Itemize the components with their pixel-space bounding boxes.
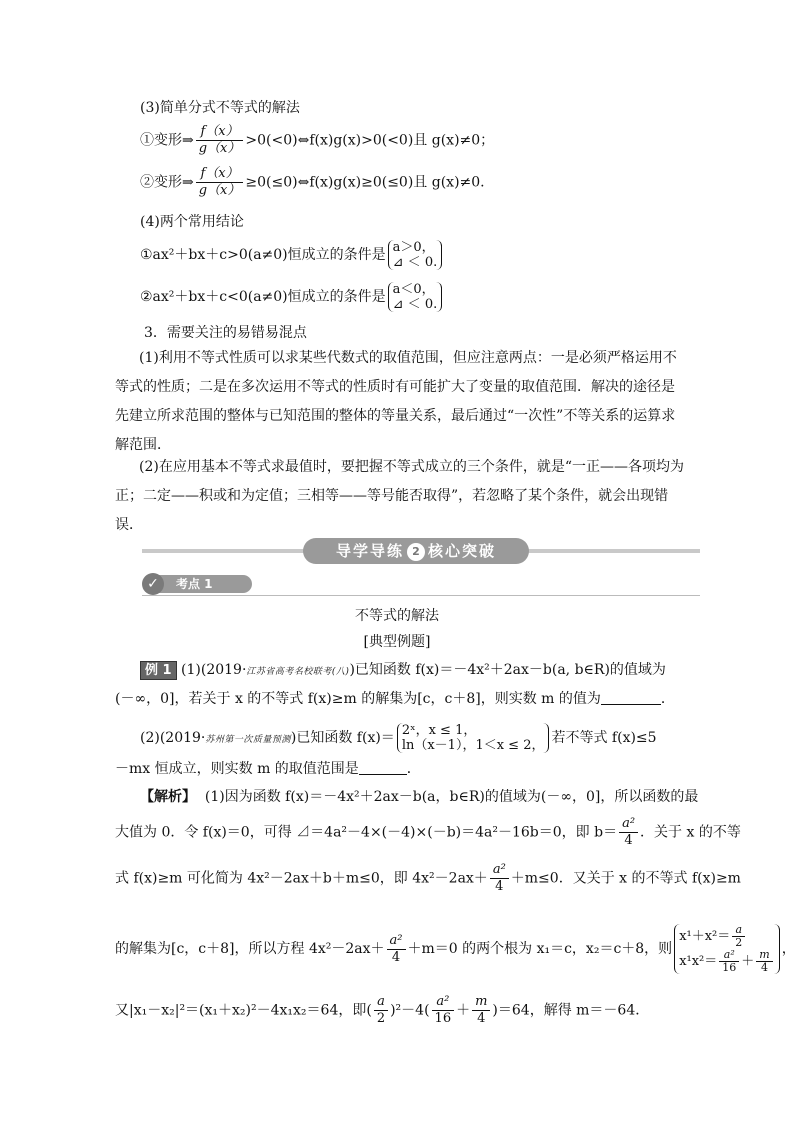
topic-title: 不等式的解法 (355, 608, 439, 624)
example-p2-text: )已知函数 f(x)＝ (290, 730, 395, 746)
solution-text-4b: ＋m＝0 的两个根为 x₁＝c，x₂＝c＋8，则 (407, 941, 673, 957)
solution-line-3 (115, 862, 741, 895)
example-p2-question: －mx 恒成立，则实数 m 的取值范围是 (115, 761, 359, 777)
rule-2-numerator: f（x） (196, 166, 244, 183)
m-4-den: 4 (477, 1011, 486, 1026)
example-1-part-2-line-2 (115, 759, 421, 779)
solution-text-3a: 式 f(x)≥m 可化简为 4x²－2ax＋b＋m≤0，即 4x²－2ax＋ (115, 870, 488, 887)
b-fraction-den: 4 (624, 833, 633, 848)
fraction-rule-2 (140, 166, 485, 199)
rule-1-prefix: ①变形⇒ (140, 132, 194, 149)
banner-badge: 2 (407, 543, 425, 561)
check-icon: ✓ (142, 573, 164, 595)
solution-text-2a: 大值为 0．令 f(x)＝0，可得 ⊿＝4a²－4×(－4)×(－b)＝4a²－16b＝0，即 b＝ (115, 824, 618, 841)
vieta-product-fraction-a (719, 949, 739, 974)
quad-fraction-1-num: a² (490, 862, 509, 879)
vieta-product (679, 949, 775, 974)
example-p2-end: ． (406, 761, 421, 777)
kaodian-divider (142, 595, 700, 596)
piecewise-case-2: ln（x－1），1＜x ≤ 2， (401, 738, 545, 753)
kaodian-label: 考点 1 (152, 575, 252, 593)
vieta-product-plus: ＋ (741, 954, 755, 969)
half-a-fraction (374, 994, 388, 1027)
solution-text-4-end: ， (781, 941, 796, 957)
vieta-product-den-m: 4 (761, 961, 769, 974)
vieta-product-num-a: a² (719, 949, 739, 962)
conclusion-2-system (388, 282, 443, 312)
solution-text-4a: 的解集为[c，c＋8]，所以方程 4x²－2ax＋ (115, 941, 385, 957)
solution-text-2b: ．关于 x 的不等 (640, 824, 741, 841)
rule-2-prefix: ②变形⇒ (140, 174, 194, 191)
vieta-sum-text: x¹＋x²＝ (679, 929, 731, 944)
section-3-heading: (3)简单分式不等式的解法 (140, 100, 300, 116)
rule-1-suffix: >0(<0)⇔f(x)g(x)>0(<0)且 g(x)≠0； (245, 132, 495, 149)
example-p1-text: )已知函数 f(x)＝－4x²＋2ax－b(a, b∈R)的值域为 (349, 662, 666, 678)
solution-text-5a: 又|x₁－x₂|²＝(x₁＋x₂)²－4x₁x₂＝64，即( (115, 1002, 372, 1019)
vieta-sum-fraction (732, 924, 745, 949)
vieta-product-den-a: 16 (722, 961, 737, 974)
quad-fraction-2-num: a² (387, 933, 406, 950)
vieta-sum-den: 2 (735, 936, 743, 949)
example-p2-source: 苏州第一次质量预测 (205, 735, 291, 745)
conclusion-2-text: ②ax²＋bx＋c<0(a≠0)恒成立的条件是 (140, 289, 386, 305)
a2-16-fraction (432, 994, 455, 1027)
half-a-den: 2 (376, 1011, 386, 1026)
example-1-part-1-line-1 (140, 660, 666, 682)
vieta-sum (679, 924, 775, 949)
example-p1-question: (－∞，0]，若关于 x 的不等式 f(x)≥m 的解集为[c，c＋8]，则实数 m 的值为 (115, 691, 601, 707)
example-1-part-2-line-1 (140, 723, 657, 753)
kaodian-tag (142, 573, 252, 595)
quad-fraction-2-den: 4 (391, 949, 401, 965)
solution-line-5 (115, 994, 649, 1027)
conclusion-1 (140, 240, 444, 270)
conclusion-1-system (388, 240, 443, 270)
rule-2-fraction (196, 166, 244, 199)
conclusion-2-cond-b: ⊿ ＜ 0. (392, 297, 438, 312)
quad-fraction-1 (490, 862, 509, 895)
banner-right-text: 核心突破 (428, 542, 497, 560)
vieta-sum-num: a (732, 924, 745, 937)
piecewise-case-1: 2ˣ，x ≤ 1， (401, 723, 477, 738)
vieta-product-fraction-m (756, 949, 772, 974)
solution-line-1 (140, 787, 698, 807)
rule-1-numerator: f（x） (196, 124, 244, 141)
vieta-product-num-m: m (756, 949, 772, 962)
quad-fraction-1-den: 4 (495, 879, 504, 894)
answer-blank-1[interactable] (601, 690, 661, 705)
rule-2-denominator: g（x） (198, 183, 241, 198)
conclusion-1-text: ①ax²＋bx＋c>0(a≠0)恒成立的条件是 (140, 247, 386, 263)
mistakes-heading: 3．需要关注的易错易混点 (144, 325, 307, 341)
b-fraction-num: a² (619, 816, 638, 833)
conclusion-1-cond-a: a＞0， (392, 240, 435, 255)
solution-line-2 (115, 816, 741, 849)
example-p2-year: (2)(2019· (140, 730, 206, 746)
conclusion-1-cond-b: ⊿ ＜ 0. (392, 255, 438, 270)
example-p1-end: ． (660, 691, 675, 707)
solution-text-1: (1)因为函数 f(x)＝－4x²＋2ax－b(a，b∈R)的值域为(－∞，0]，所以函数的最 (204, 789, 699, 805)
mistakes-paragraph-1: (1)利用不等式性质可以求某些代数式的取值范围，但应注意两点：一是必须严格运用不等式的性质；二是在多次运用不等式的性质时有可能扩大了变量的取值范围．解决的途径是先建立所求范围的整体与已知范围的整体的等量关系，最后通过“一次性”不等关系的运算求解范围． (115, 350, 677, 453)
solution-label: 【解析】 (140, 789, 196, 805)
example-1-part-1-line-2 (115, 689, 675, 709)
topic-subtitle: [典型例题] (363, 634, 431, 650)
section-banner (303, 538, 529, 564)
b-fraction (619, 816, 638, 849)
section-4-heading: (4)两个常用结论 (140, 214, 244, 230)
banner-rule-left (142, 549, 306, 553)
banner-left-text: 导学导练 (335, 542, 404, 560)
solution-text-3b: ＋m≤0．又关于 x 的不等式 f(x)≥m (510, 870, 741, 887)
example-p1-year: (1)(2019· (181, 662, 247, 678)
m-4-num: m (472, 994, 490, 1011)
vieta-system (674, 924, 780, 974)
conclusion-2 (140, 282, 444, 312)
rule-1-fraction (196, 124, 244, 157)
quad-fraction-2 (387, 933, 406, 966)
a2-16-num: a² (432, 994, 455, 1011)
example-p1-source: 江苏省高考名校联考(八) (246, 667, 350, 677)
m-4-fraction (472, 994, 490, 1027)
rule-2-suffix: ≥0(≤0)⇔f(x)g(x)≥0(≤0)且 g(x)≠0. (245, 174, 485, 191)
banner-rule-right (526, 549, 700, 553)
mistakes-paragraph-2: (2)在应用基本不等式求最值时，要把握不等式成立的三个条件，就是“一正——各项均为正；二定——积或和为定值；三相等——等号能否取得”，若忽略了某个条件，就会出现错误． (115, 459, 684, 533)
vieta-product-text: x¹x²＝ (679, 954, 718, 969)
half-a-num: a (374, 994, 388, 1011)
piecewise-function (397, 723, 550, 753)
solution-text-5c: ＋ (456, 1002, 471, 1019)
rule-1-denominator: g（x） (198, 141, 241, 156)
answer-blank-2[interactable] (359, 760, 407, 775)
example-tag: 例 1 (140, 661, 177, 680)
example-p2-condition: 若不等式 f(x)≤5 (551, 730, 657, 746)
solution-text-5d: )＝64，解得 m＝－64． (492, 1002, 650, 1019)
fraction-rule-1 (140, 124, 494, 157)
solution-text-5b: )²－4( (390, 1002, 430, 1019)
conclusion-2-cond-a: a＜0， (392, 282, 435, 297)
a2-16-den: 16 (434, 1011, 452, 1026)
solution-line-4 (115, 924, 796, 974)
